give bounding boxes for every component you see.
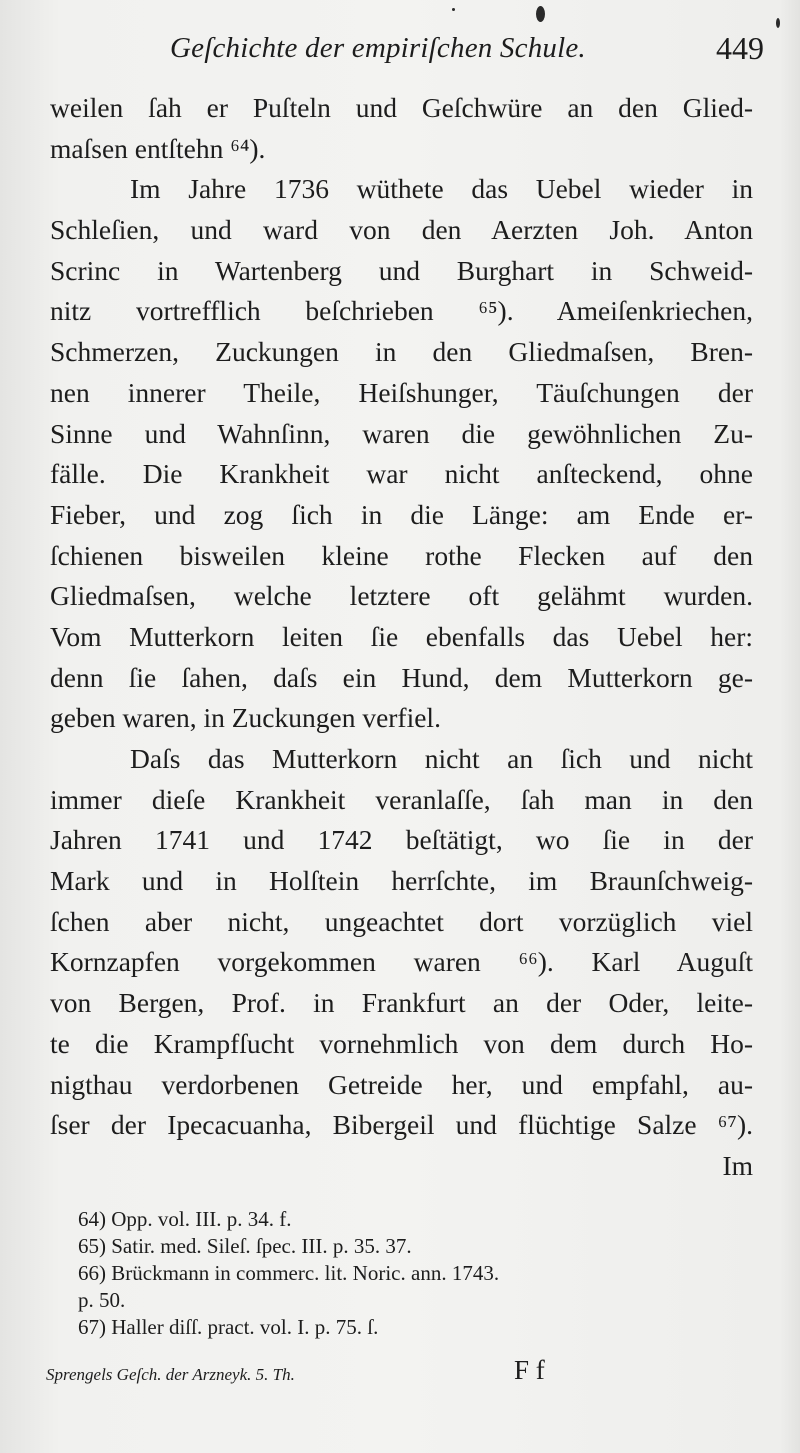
page-header [48,24,764,72]
catchword: Im [722,1149,753,1181]
text-line: maſsen entſtehn ⁶⁴). [50,132,266,164]
ink-speck [536,6,545,22]
text-line: von Bergen, Prof. in Frankfurt an der Oder, leite- [50,987,753,1019]
text-line: nitz vortrefflich beſchrieben ⁶⁵). Ameiſenkriechen, [50,295,753,327]
ink-speck [776,18,780,28]
footnote: 66) Brückmann in commerc. lit. Noric. ann. 1743. [78,1261,500,1285]
text-line: nigthau verdorbenen Getreide her, und empfahl, au- [50,1068,753,1100]
text-line: geben waren, in Zuckungen verfiel. [50,702,441,734]
page-number: 449 [716,30,764,66]
signature-mark: F f [514,1355,545,1385]
text-line: Im Jahre 1736 wüthete das Uebel wieder in [130,173,753,205]
text-line: denn ſie ſahen, daſs ein Hund, dem Mutterkorn ge- [50,661,753,693]
text-line: Gliedmaſsen, welche letztere oft gelähmt wurden. [50,580,753,612]
text-line: Mark und in Holſtein herrſchte, im Braunſchweig- [50,865,753,897]
footnotes [78,1206,754,1341]
footnote-continuation: p. 50. [78,1288,126,1312]
text-line: Kornzapfen vorgekommen waren ⁶⁶). Karl Auguſt [50,946,753,978]
text-line: Vom Mutterkorn leiten ſie ebenfalls das Uebel her: [50,620,753,652]
body-text [50,88,753,1187]
text-line: ſser der Ipecacuanha, Bibergeil und flüchtige Salze ⁶⁷). [50,1109,753,1141]
footnote: 64) Opp. vol. III. p. 34. f. [78,1207,292,1231]
text-line: Fieber, und zog ſich in die Länge: am Ende er- [50,498,753,530]
text-line: Jahren 1741 und 1742 beſtätigt, wo ſie in der [50,824,753,856]
text-line: Schleſien, und ward von den Aerzten Joh. Anton [50,214,753,246]
footnote: 65) Satir. med. Sileſ. ſpec. III. p. 35. 37. [78,1234,412,1258]
ink-speck [452,8,455,11]
footnote: 67) Haller diſſ. pract. vol. I. p. 75. ſ. [78,1315,379,1339]
text-line: ſchienen bisweilen kleine rothe Flecken auf den [50,539,753,571]
text-line: nen innerer Theile, Heiſshunger, Täuſchungen der [50,376,753,408]
running-head: Geſchichte der empiriſchen Schule. [170,32,586,64]
text-line: weilen ſah er Puſteln und Geſchwüre an den Glied- [50,92,753,123]
text-line: te die Krampfſucht vornehmlich von dem durch Ho- [50,1027,753,1059]
text-line: Daſs das Mutterkorn nicht an ſich und nicht [130,743,753,774]
text-line: Sinne und Wahnſinn, waren die gewöhnlichen Zu- [50,417,753,449]
text-line: fälle. Die Krankheit war nicht anſteckend, ohne [50,458,753,490]
text-line: immer dieſe Krankheit veranlaſſe, ſah man in den [50,783,753,815]
text-line: ſchen aber nicht, ungeachtet dort vorzüglich viel [50,905,753,937]
text-line: Schmerzen, Zuckungen in den Gliedmaſsen, Bren- [50,336,753,368]
signature-line: Sprengels Geſch. der Arzneyk. 5. Th. [46,1365,295,1384]
text-line: Scrinc in Wartenberg und Burghart in Schweid- [50,254,753,286]
